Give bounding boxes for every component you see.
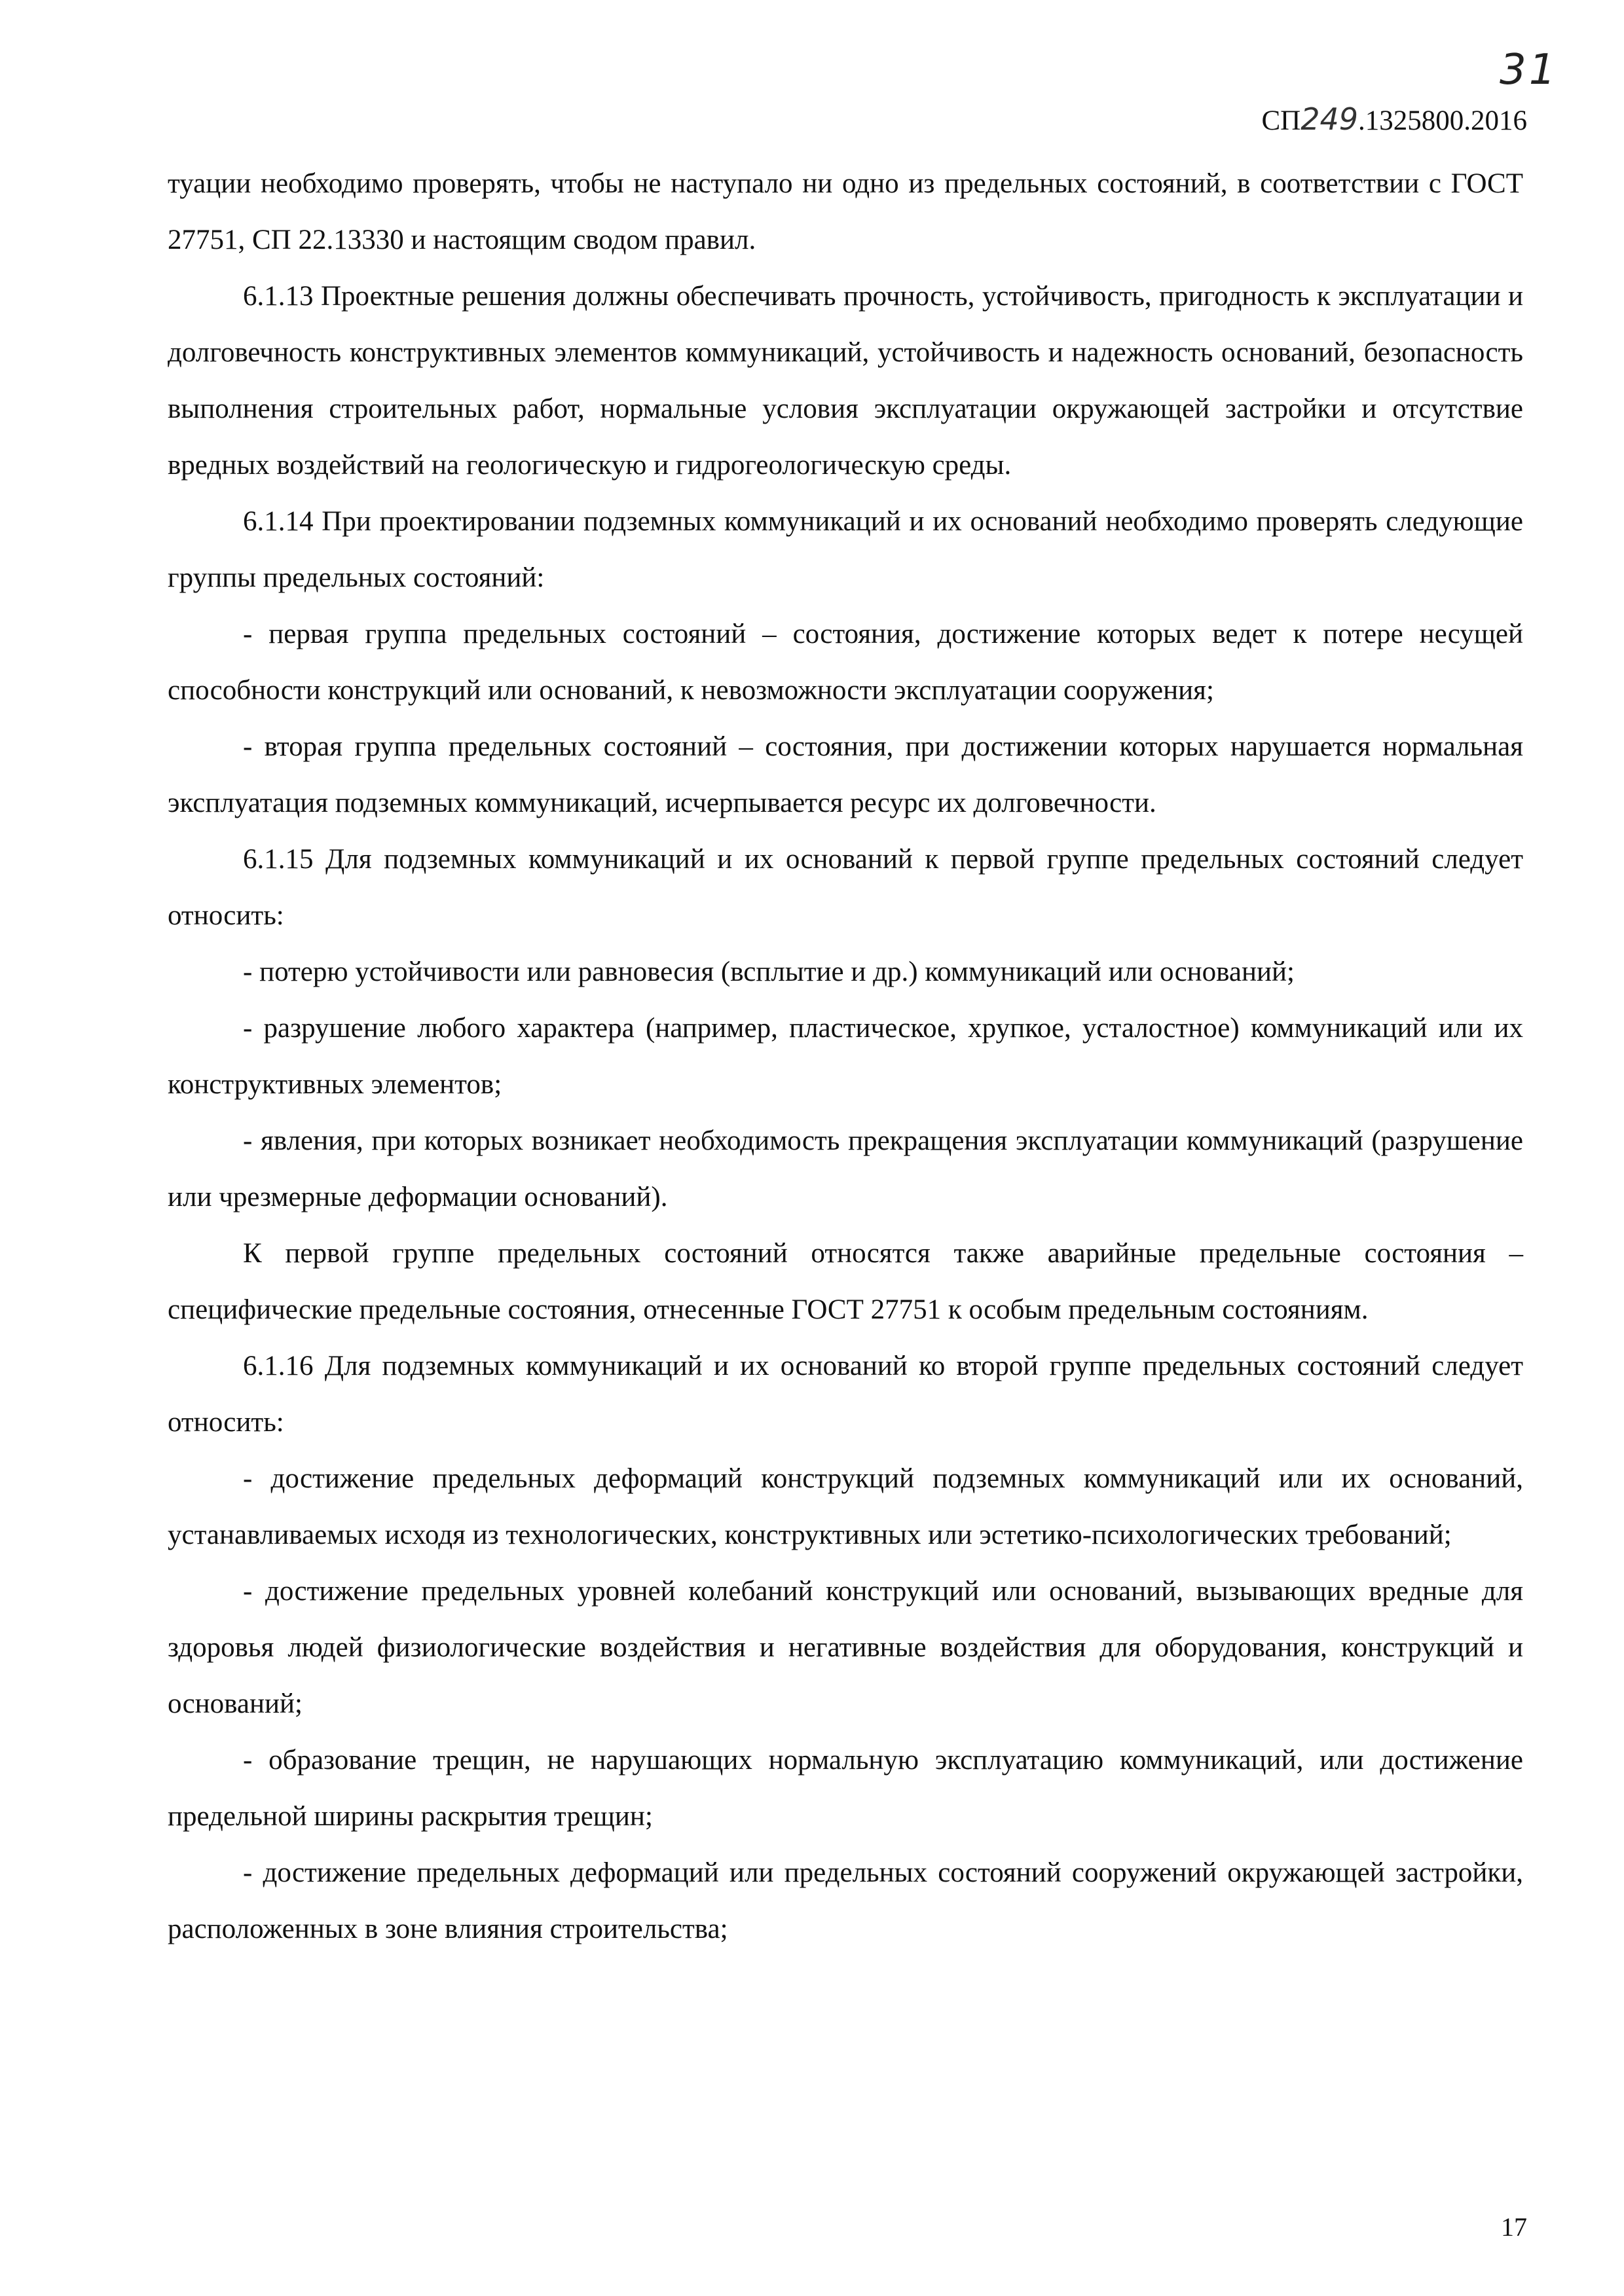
list-item: - явления, при которых возникает необходимость прекращения эксплуатации коммуникаций (разрушение или чрезмерные деформации оснований).	[168, 1125, 1523, 1212]
list-item: - разрушение любого характера (например, пластическое, хрупкое, усталостное) коммуникаций или их конструктивных элементов;	[168, 1013, 1523, 1100]
document-code-handwritten: 249	[1301, 101, 1358, 137]
list-item: - первая группа предельных состояний – состояния, достижение которых ведет к потере несущей способности конструкций или оснований, к невозможности эксплуатации сооружения;	[168, 619, 1523, 706]
list-item: - достижение предельных деформаций или предельных состояний сооружений окружающей застройки, расположенных в зоне влияния строительства;	[168, 1857, 1523, 1944]
paragraph: К первой группе предельных состояний относятся также аварийные предельные состояния – специфические предельные состояния, отнесенные ГОСТ 27751 к особым предельным состояниям.	[168, 1238, 1523, 1325]
list-item: - потерю устойчивости или равновесия (всплытие и др.) коммуникаций или оснований;	[243, 957, 1295, 987]
list-item: - достижение предельных уровней колебаний конструкций или оснований, вызывающих вредные для здоровья людей физиологические воздействия и негативные воздействия для оборудования, конструкций и оснований;	[168, 1576, 1523, 1719]
list-item: - вторая группа предельных состояний – состояния, при достижении которых нарушается нормальная эксплуатация подземных коммуникаций, исчерпывается ресурс их долговечности.	[168, 731, 1523, 818]
document-code-prefix: СП	[1261, 105, 1301, 136]
clause-6-1-15: 6.1.15 Для подземных коммуникаций и их оснований к первой группе предельных состояний следует относить:	[168, 844, 1523, 931]
list-item: - достижение предельных деформаций конструкций подземных коммуникаций или их оснований, устанавливаемых исходя из технологических, конструктивных или эстетико-психологических требований;	[168, 1463, 1523, 1550]
document-code	[1261, 101, 1527, 137]
document-body	[168, 156, 1523, 1958]
clause-6-1-14: 6.1.14 При проектировании подземных коммуникаций и их оснований необходимо проверять следующие группы предельных состояний:	[168, 506, 1523, 593]
clause-6-1-13: 6.1.13 Проектные решения должны обеспечивать прочность, устойчивость, пригодность к эксплуатации и долговечность конструктивных элементов коммуникаций, устойчивость и надежность оснований, безопасность выполнения строительных работ, нормальные условия эксплуатации окружающей застройки и отсутствие вредных воздействий на геологическую и гидрогеологическую среды.	[168, 281, 1523, 481]
paragraph-continuation: туации необходимо проверять, чтобы не наступало ни одно из предельных состояний, в соответствии с ГОСТ 27751, СП 22.13330 и настоящим сводом правил.	[168, 168, 1523, 255]
page-number: 17	[1501, 2212, 1527, 2242]
list-item: - образование трещин, не нарушающих нормальную эксплуатацию коммуникаций, или достижение предельной ширины раскрытия трещин;	[168, 1745, 1523, 1832]
document-code-suffix: .1325800.2016	[1358, 105, 1527, 136]
clause-6-1-16: 6.1.16 Для подземных коммуникаций и их оснований ко второй группе предельных состояний следует относить:	[168, 1351, 1523, 1438]
handwritten-page-number: 31	[1500, 46, 1559, 94]
